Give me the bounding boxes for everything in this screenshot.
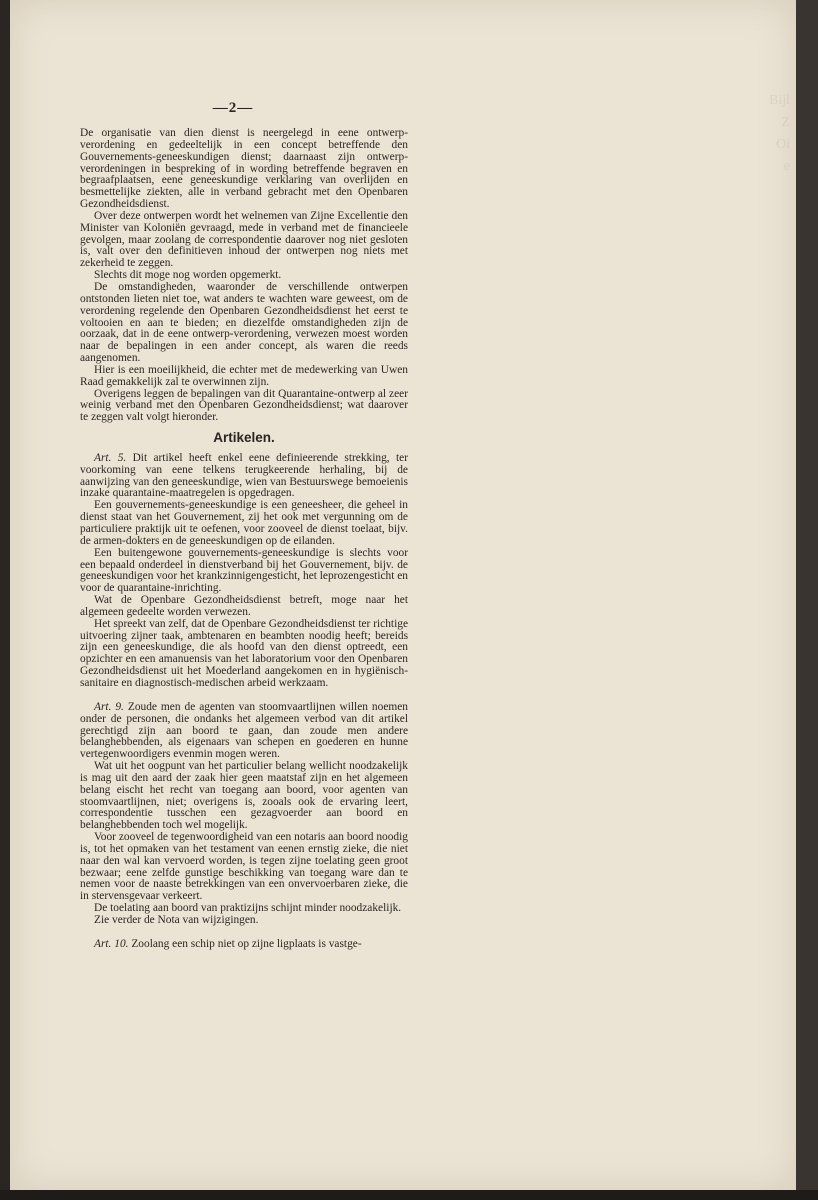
- article-5-paragraph: Het spreekt van zelf, dat de Openbare Gezondheidsdienst ter richtige uitvoering zijner taak, ambtenaren en beambten noodig heeft; bereids zijn een geneeskundige, die als hoofd van den dienst optreedt, een opzichter en een amanuensis van het laboratorium voor den Openbaren Gezondheidsdienst uit het Moederland aangekomen en in hygiënisch-sanitaire en diagnostisch-medischen arbeid werkzaam.: [80, 617, 408, 689]
- bleed-line: e: [783, 159, 790, 174]
- intro-paragraph: De omstandigheden, waaronder de verschillende ontwerpen ontstonden lieten niet toe, wat anders te wachten ware geweest, om de verordening regelende den Openbaren Gezondheidsdienst het eerst te voltooien en aan te bieden; en diezelfde omstandigheden zijn de oorzaak, dat in de eene ontwerp-verordening, verwezen moest worden naar de bepalingen in een ander concept, als waren die reeds aangenomen.: [80, 280, 408, 365]
- article-5-label: Art. 5.: [94, 451, 127, 464]
- article-10-label: Art. 10.: [94, 937, 129, 950]
- article-9-text: Zoude men de agenten van stoomvaartlijnen willen noemen onder de personen, die ondanks het algemeen verbod van dit artikel gerechtigd zijn aan boord te gaan, dan zoude men andere belanghebbenden, als eigenaars van schepen en goederen en hunne vertegenwoordigers evenmin mogen weren.: [80, 700, 408, 761]
- page-number: —2—: [212, 100, 254, 116]
- article-9-paragraph: Wat uit het oogpunt van het particulier belang wellicht noodzakelijk is mag uit den aard der zaak hier geen maatstaf zijn en het algemeen belang eischt het recht van toegang aan boord, voor agenten van stoomvaartlijnen, niet; overigens is, zooals ook de ervaring leert, correspondentie tusschen een gezagvoerder aan boord en belanghebbenden toch wel mogelijk.: [80, 760, 408, 832]
- article-5-text: Dit artikel heeft enkel eene definieerende strekking, ter voorkoming van eene telkens terugkeerende herhaling, bij de aanwijzing van den geneeskundige, wien van Bestuurswege bemoeienis inzake quarantaine-maatregelen is opgedragen.: [80, 451, 408, 500]
- intro-paragraph: Hier is een moeilijkheid, die echter met de medewerking van Uwen Raad gemakkelijk zal te overwinnen zijn.: [80, 363, 408, 388]
- intro-paragraph: Overigens leggen de bepalingen van dit Quarantaine-ontwerp al zeer weinig verband met den Openbaren Gezondheidsdienst; wat daarover te zeggen valt volgt hieronder.: [80, 387, 408, 424]
- bleed-line: Bijl: [768, 93, 790, 108]
- article-5-paragraph: Een buitengewone gouvernements-geneeskundige is slechts voor een bepaald onderdeel in dienstverband bij het Gouvernement, bijv. de geneeskundigen voor het krankzinnigengesticht, het leprozengesticht en voor de quarantaine-inrichting.: [80, 546, 409, 595]
- article-5-paragraph: Een gouvernements-geneeskundige is een geneesheer, die geheel in dienst staat van het Gouvernement, zij het ook met vergunning om de particuliere praktijk uit te oefenen, voor zooveel de dienst toelaat, bijv. de armen-dokters en de geneeskundigen op de eilanden.: [80, 499, 408, 547]
- bleed-through-text: [530, 90, 790, 250]
- intro-paragraph: Slechts dit moge nog worden opgemerkt.: [94, 269, 282, 282]
- article-9-paragraph: Zie verder de Nota van wijzigingen.: [94, 914, 259, 926]
- article-5-paragraph: [80, 453, 408, 500]
- article-10-paragraph: [80, 939, 408, 951]
- article-9-paragraph: [80, 702, 408, 761]
- intro-paragraph: Over deze ontwerpen wordt het welnemen van Zijne Excellentie den Minister van Koloniën gevraagd, mede in verband met de financieele gevolgen, maar zoolang de correspondentie daarover nog niet gesloten is, valt over den definitieven inhoud der ontwerpen nog niets met zekerheid te zeggen.: [80, 209, 408, 270]
- bleed-line: Z: [781, 115, 790, 130]
- article-10-text: Zoolang een schip niet op zijne ligplaats is vastge-: [128, 937, 362, 950]
- text-column: [80, 128, 408, 951]
- article-9-paragraph: De toelating aan boord van praktizijns schijnt minder noodzakelijk.: [94, 902, 402, 915]
- bleed-line: Oi: [776, 137, 790, 152]
- scan-background: [0, 1190, 818, 1200]
- article-9-label: Art. 9.: [94, 700, 124, 713]
- section-heading: Artikelen.: [213, 430, 275, 446]
- article-9-paragraph: Voor zooveel de tegenwoordigheid van een notaris aan boord noodig is, tot het opmaken van het testament van eenen ernstig zieke, die niet naar den wal kan vervoerd worden, is tegen zijne toelating geen groot bezwaar; eene zelfde gunstige beschikking van toegang ware dan te nemen voor de naaste betrekkingen van een onvervoerbaren zieke, die in stervensgevaar verkeert.: [80, 831, 408, 903]
- article-5-paragraph: Wat de Openbare Gezondheidsdienst betreft, moge naar het algemeen gedeelte worden verwezen.: [80, 594, 408, 618]
- intro-paragraph: De organisatie van dien dienst is neergelegd in eene ontwerp-verordening en gedeeltelijk in een concept betreffende den Gouvernements-geneeskundigen dienst; daarnaast zijn ontwerp-verordeningen in bespreking of in wording betreffende begraven en begraafplaatsen, eene geneeskundige verklaring van overlijden en besmettelijke ziekten, alle in verband gebracht met den Openbaren Gezondheidsdienst.: [80, 127, 408, 211]
- adjacent-page-edge: [796, 0, 818, 1200]
